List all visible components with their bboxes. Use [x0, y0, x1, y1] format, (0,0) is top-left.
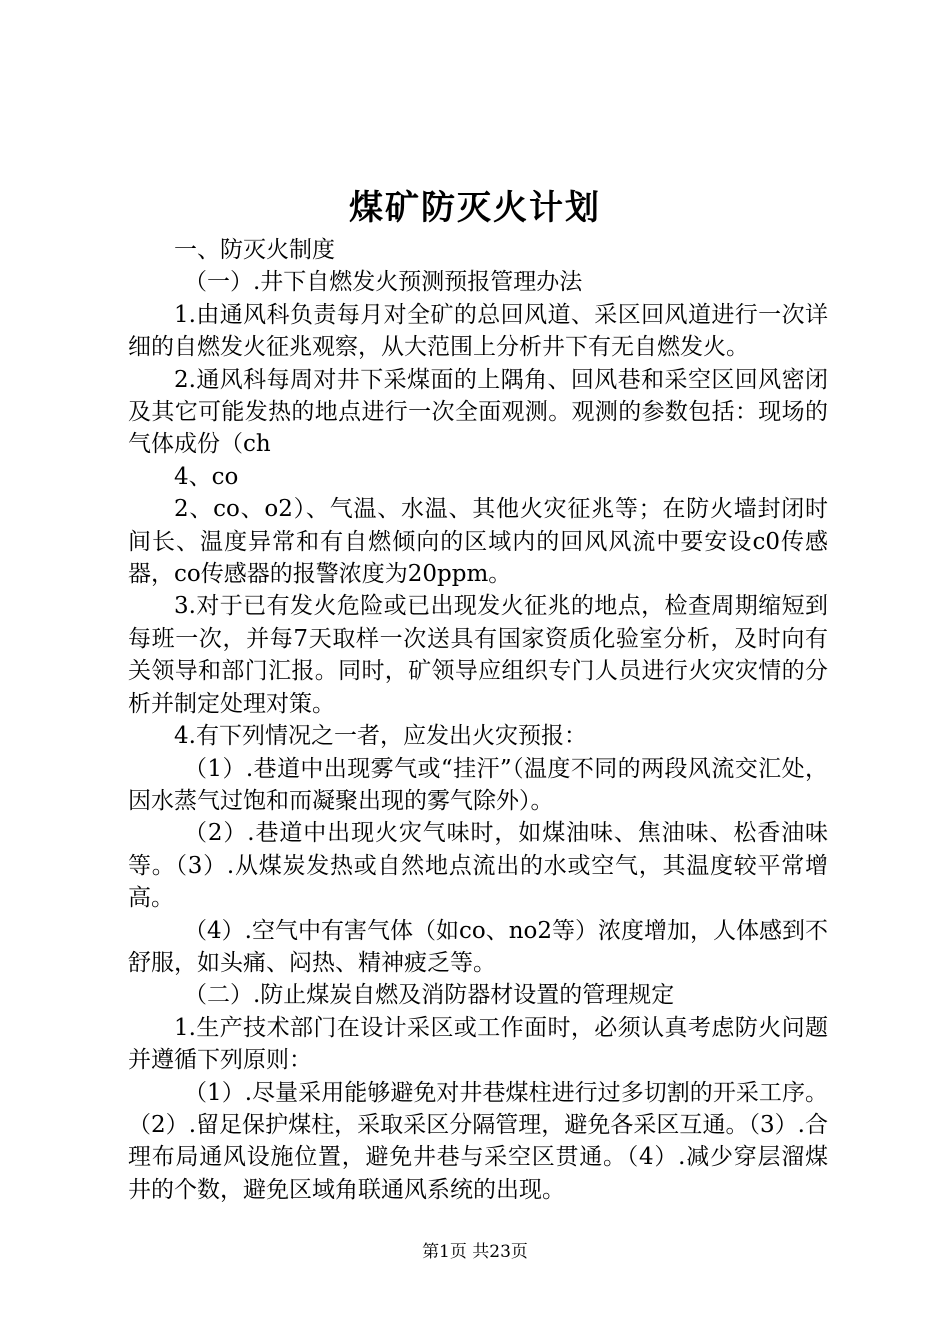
subsection-heading: （二）.防止煤炭自燃及消防器材设置的管理规定 [184, 982, 675, 1009]
paragraph: （2）.巷道中出现火灾气味时，如煤油味、焦油味、松香油味等。（3）.从煤炭发热或自然地点流出的水或空气，其温度较平常增高。 [128, 820, 828, 912]
paragraph: 4、co [174, 463, 239, 490]
paragraph: 4.有下列情况之一者，应发出火灾预报： [174, 723, 587, 750]
paragraph: 2、co、o2）、气温、水温、其他火灾征兆等；在防火墙封闭时间长、温度异常和有自燃倾向的区域内的回风风流中要安设c0传感器，co传感器的报警浓度为20ppm。 [128, 496, 828, 588]
paragraph: 2.通风科每周对井下采煤面的上隅角、回风巷和采空区回风密闭及其它可能发热的地点进行一次全面观测。观测的参数包括：现场的气体成份（ch [128, 366, 828, 458]
document-body [128, 234, 828, 1206]
paragraph: 3.对于已有发火危险或已出现发火征兆的地点，检查周期缩短到每班一次，并每7天取样一次送具有国家资质化验室分析，及时向有关领导和部门汇报。同时，矿领导应组织专门人员进行火灾灾情的分析并制定处理对策。 [128, 593, 828, 717]
paragraph: （1）.巷道中出现雾气或“挂汗”（温度不同的两段风流交汇处，因水蒸气过饱和而凝聚出现的雾气除外）。 [128, 755, 828, 814]
page-number: 第1页 共23页 [422, 1242, 528, 1262]
section-heading: 一、防灭火制度 [174, 237, 335, 263]
paragraph: （1）.尽量采用能够避免对井巷煤柱进行过多切割的开采工序。（2）.留足保护煤柱，采取采区分隔管理，避免各采区互通。（3）.合理布局通风设施位置，避免井巷与采空区贯通。（4）.减少穿层溜煤井的个数，避免区域角联通风系统的出现。 [128, 1079, 828, 1203]
paragraph: 1.生产技术部门在设计采区或工作面时，必须认真考虑防火问题并遵循下列原则： [128, 1014, 828, 1074]
paragraph: （4）.空气中有害气体（如co、no2等）浓度增加，人体感到不舒服，如头痛、闷热、精神疲乏等。 [128, 917, 828, 976]
paragraph: 1.由通风科负责每月对全矿的总回风道、采区回风道进行一次详细的自燃发火征兆观察，从大范围上分析井下有无自燃发火。 [128, 301, 828, 361]
subsection-heading: （一）.井下自燃发火预测预报管理办法 [184, 269, 583, 296]
document-title: 煤矿防灭火计划 [349, 188, 601, 228]
